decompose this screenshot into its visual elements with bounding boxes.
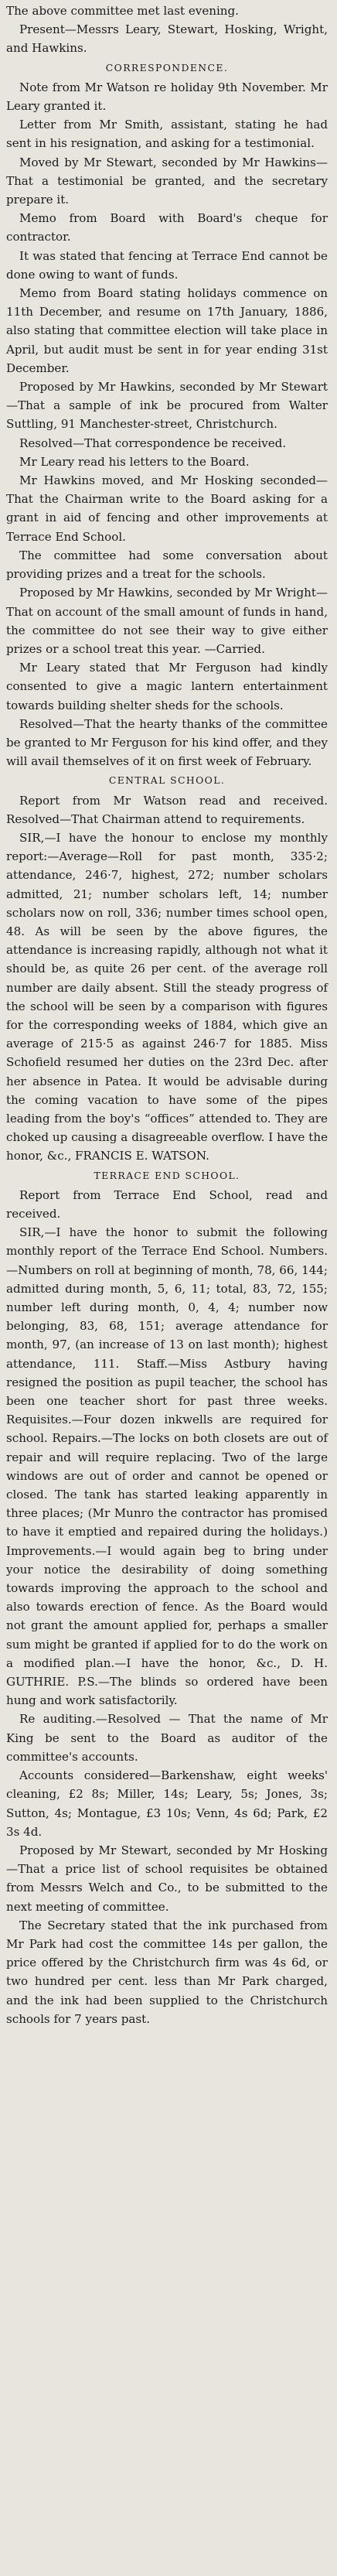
- article-paragraph: Mr Hawkins moved, and Mr Hosking seconded—That the Chairman write to the Board asking for a grant in aid of fencing and other improvements at Terrace End School.: [6, 473, 328, 544]
- article-paragraph: Report from Terrace End School, read and received.: [6, 1187, 328, 1221]
- article-paragraph: The committee had some conversation about providing prizes and a treat for the schools.: [6, 548, 328, 582]
- article-paragraph: Moved by Mr Stewart, seconded by Mr Hawkins—That a testimonial be granted, and the secretary prepare it.: [6, 155, 328, 207]
- article-paragraph: Re auditing.—Resolved — That the name of Mr King be sent to the Board as auditor of the committee's accounts.: [6, 1712, 328, 1764]
- article-paragraph: Proposed by Mr Hawkins, seconded by Mr Wright—That on account of the small amount of funds in hand, the committee do not see their way to give either prizes or a school treat this year. —Carried.: [6, 586, 328, 656]
- article-paragraph: SIR,—I have the honor to submit the following monthly report of the Terrace End School. Numbers.—Numbers on roll at beginning of month, 78, 66, 144; admitted during month, 5, 6, 11; total, 83, 72, 155; number left during month, 0, 4, 4; number now belonging, 83, 68, 151; average attendance for month, 97, (an increase of 13 on last month); highest attendance, 111. Staff.—Miss Astbury having resigned the position as pupil teacher, the school has been one teacher short for past three weeks. Requisites.—Four dozen inkwells are required for school. Repairs.—The locks on both closets are out of repair and will require replacing. Two of the large windows are out of order and cannot be opened or closed. The tank has started leaking apparently in three places; (Mr Munro the contractor has promised to have it emptied and repaired during the holidays.) Improvements.—I would again beg to bring under your notice the desirability of doing something towards improving the approach to the school and also towards erection of fence. As the Board would not grant the amount applied for, perhaps a smaller sum might be granted if applied for to do the work on a modified plan.—I have the honor, &c., D. H. GUTHRIE. P.S.—The blinds so ordered have been hung and work satisfactorily.: [6, 1225, 328, 1708]
- article-paragraph: SIR,—I have the honour to enclose my monthly report:—Average—Roll for past month, 335·2; attendance, 246·7, highest, 272; number scholars admitted, 21; number scholars left, 14; number scholars now on roll, 336; number times school open, 48. As will be seen by the above figures, the attendance is increasing rapidly, although not what it should be, as quite 26 per cent. of the average roll number are daily absent. Still the steady progress of the school will be seen by a comparison with figures for the corresponding weeks of 1884, which give an average of 215·5 as against 246·7 for 1885. Miss Schofield resumed her duties on the 23rd Dec. after her absence in Patea. It would be advisable during the coming vacation to have some of the pipes leading from the boy's “offices” attended to. They are choked up causing a disagreeable overflow. I have the honor, &c., FRANCIS E. WATSON.: [6, 830, 328, 1163]
- article-paragraph: Mr Leary stated that Mr Ferguson had kindly consented to give a magic lantern entertainment towards building shelter sheds for the schools.: [6, 661, 328, 712]
- article-paragraph: Memo from Board with Board's cheque for contractor.: [6, 211, 328, 244]
- article-paragraph: Note from Mr Watson re holiday 9th November. Mr Leary granted it.: [6, 80, 328, 114]
- article-paragraph: Mr Leary read his letters to the Board.: [19, 454, 250, 469]
- article-paragraph: Proposed by Mr Stewart, seconded by Mr Hosking—That a price list of school requisites be obtained from Messrs Welch and Co., to be submitted to the next meeting of committee.: [6, 1843, 328, 1914]
- article-paragraph: Letter from Mr Smith, assistant, stating he had sent in his resignation, and asking for a testimonial.: [6, 118, 328, 151]
- article-paragraph: The Secretary stated that the ink purchased from Mr Park had cost the committee 14s per gallon, the price offered by the Christchurch firm was 4s 6d, or two hundred per cent. less than Mr Park charged, and the ink had been supplied to the Christchurch schools for 7 years past.: [6, 1918, 328, 2026]
- article-paragraph: It was stated that fencing at Terrace End cannot be done owing to want of funds.: [6, 248, 328, 282]
- article-paragraph: Proposed by Mr Hawkins, seconded by Mr Stewart—That a sample of ink be procured from Walter Suttling, 91 Manchester-street, Christchurch.: [6, 380, 328, 432]
- article-paragraph: Report from Mr Watson read and received. Resolved—That Chairman attend to requirements.: [6, 793, 328, 826]
- article-paragraph: Resolved—That the hearty thanks of the committee be granted to Mr Ferguson for his kind offer, and they will avail themselves of it on first week of February.: [6, 716, 328, 769]
- section-heading: TERRACE END SCHOOL.: [94, 1169, 240, 1181]
- article-paragraph: Memo from Board stating holidays commence on 11th December, and resume on 17th January, 1886, also stating that committee election will take place in April, but audit must be sent in for year ending 31st December.: [6, 286, 328, 375]
- section-heading: CENTRAL SCHOOL.: [108, 774, 226, 787]
- article-paragraph: Present—Messrs Leary, Stewart, Hosking, Wright, and Hawkins.: [6, 22, 328, 56]
- article-paragraph: Resolved—That correspondence be received.: [19, 436, 287, 450]
- article-paragraph: Accounts considered—Barkenshaw, eight weeks' cleaning, £2 8s; Miller, 14s; Leary, 5s; Jones, 3s; Sutton, 4s; Montague, £3 10s; Venn, 4s 6d; Park, £2 3s 4d.: [6, 1768, 328, 1839]
- section-heading: CORRESPONDENCE.: [105, 61, 229, 73]
- article-paragraph: The above committee met last evening.: [6, 4, 239, 18]
